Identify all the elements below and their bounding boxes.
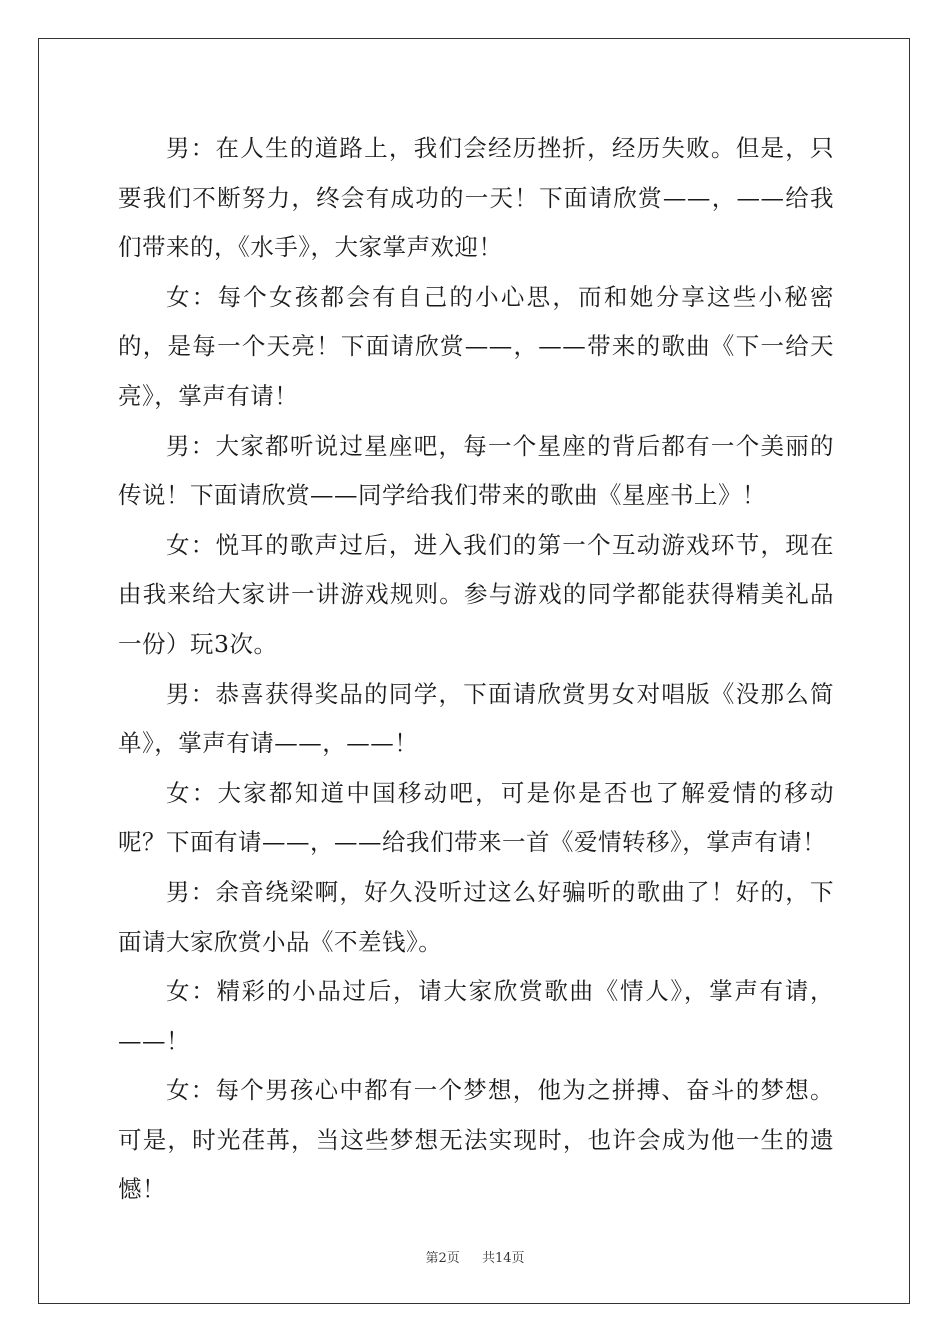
page-number: 第2页: [425, 1251, 460, 1266]
paragraph-1: 男：在人生的道路上，我们会经历挫折，经历失败。但是，只要我们不断努力，终会有成功的一天！下面请欣赏——，——给我们带来的，《水手》，大家掌声欢迎！: [118, 134, 834, 262]
document-body: [118, 124, 834, 1215]
paragraph-3: 男：大家都听说过星座吧，每一个星座的背后都有一个美丽的传说！下面请欣赏——同学给我们带来的歌曲《星座书上》！: [118, 431, 834, 510]
paragraph-4: 女：悦耳的歌声过后，进入我们的第一个互动游戏环节，现在由我来给大家讲一讲游戏规则。参与游戏的同学都能获得精美礼品一份）玩3次。: [118, 530, 834, 658]
page-total: 共14页: [482, 1251, 525, 1266]
paragraph-6: 女：大家都知道中国移动吧，可是你是否也了解爱情的移动呢？下面有请——，——给我们带来一首《爱情转移》，掌声有请！: [118, 778, 834, 857]
page-footer: [0, 1247, 950, 1266]
paragraph-9: 女：每个男孩心中都有一个梦想，他为之拼搏、奋斗的梦想。可是，时光荏苒，当这些梦想无法实现时，也许会成为他一生的遗憾！: [118, 1076, 834, 1204]
paragraph-5: 男：恭喜获得奖品的同学，下面请欣赏男女对唱版《没那么简单》，掌声有请——，——！: [118, 679, 834, 758]
paragraph-7: 男：余音绕梁啊，好久没听过这么好骗听的歌曲了！好的，下面请大家欣赏小品《不差钱》。: [118, 877, 834, 956]
paragraph-8: 女：精彩的小品过后，请大家欣赏歌曲《情人》，掌声有请，——！: [118, 977, 834, 1055]
paragraph-2: 女：每个女孩都会有自己的小心思，而和她分享这些小秘密的，是每一个天亮！下面请欣赏——，——带来的歌曲《下一给天亮》，掌声有请！: [118, 282, 834, 410]
